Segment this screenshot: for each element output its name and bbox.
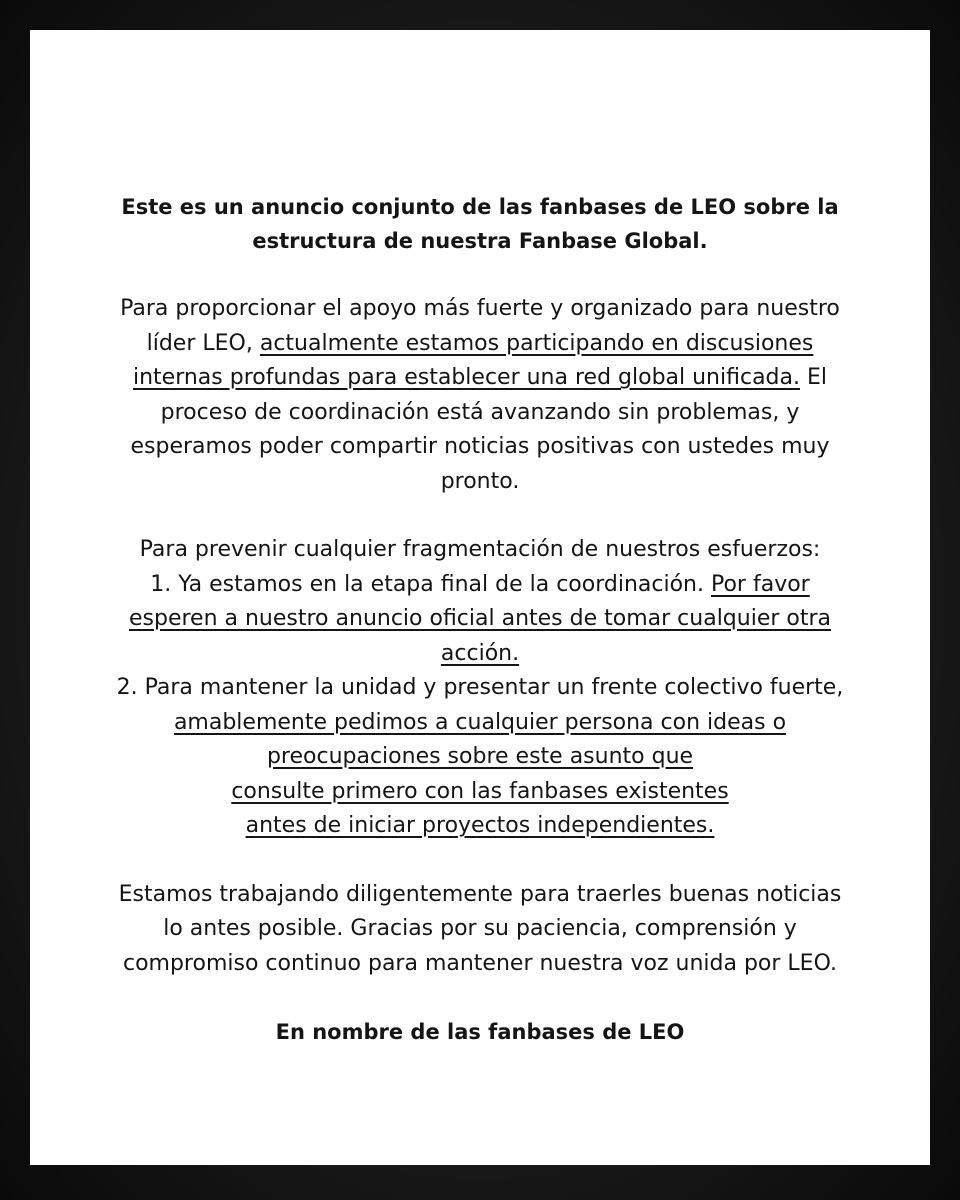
signature: En nombre de las fanbases de LEO (275, 1020, 685, 1044)
para1-line-5: esperamos poder compartir noticias positivas con ustedes muy (130, 434, 830, 459)
paragraph-intro (30, 292, 930, 499)
para1-line-3-plain: El (800, 365, 828, 390)
step-1-underlined-c: acción. (440, 640, 520, 666)
announcement-card (30, 30, 930, 1165)
para1-line-1: Para proporcionar el apoyo más fuerte y organizado para nuestro (120, 296, 840, 321)
para1-line-6: pronto. (440, 468, 520, 494)
step-1-underlined-b: esperen a nuestro anuncio oficial antes de tomar cualquier otra (128, 606, 832, 631)
para2-intro: Para prevenir cualquier fragmentación de nuestros esfuerzos: (139, 537, 821, 562)
para1-line-2-plain: líder LEO, (146, 330, 260, 356)
step-1-underlined-a: Por favor (710, 571, 810, 597)
step-2-underlined-d: antes de iniciar proyectos independientes. (245, 813, 715, 838)
para1-line-4: proceso de coordinación está avanzando sin problemas, y (160, 399, 800, 425)
announcement-text (30, 190, 930, 1050)
para1-line-2-underlined: actualmente estamos participando en discusiones (259, 330, 814, 356)
para3-line-1: Estamos trabajando diligentemente para traerles buenas noticias (118, 881, 842, 907)
para3-line-2: lo antes posible. Gracias por su paciencia, comprensión y (163, 916, 797, 941)
title-line-2: estructura de nuestra Fanbase Global. (252, 229, 708, 253)
paragraph-closing (30, 878, 930, 982)
para3-line-3: compromiso continuo para mantener nuestra voz unida por LEO. (122, 950, 838, 976)
para1-line-3-underlined: internas profundas para establecer una red global unificada. (132, 365, 800, 390)
step-2-underlined-b: preocupaciones sobre este asunto que (266, 744, 694, 769)
step-2-plain: 2. Para mantener la unidad y presentar un frente colectivo fuerte, (116, 675, 844, 700)
announcement-title (30, 190, 930, 258)
step-2-underlined-c: consulte primero con las fanbases existentes (231, 778, 729, 804)
paragraph-steps (30, 533, 930, 844)
title-line-1: Este es un anuncio conjunto de las fanbases de LEO sobre la (121, 195, 839, 219)
step-1-plain: 1. Ya estamos en la etapa final de la coordinación. (150, 571, 711, 597)
step-2-underlined-a: amablemente pedimos a cualquier persona con ideas o (173, 709, 787, 735)
